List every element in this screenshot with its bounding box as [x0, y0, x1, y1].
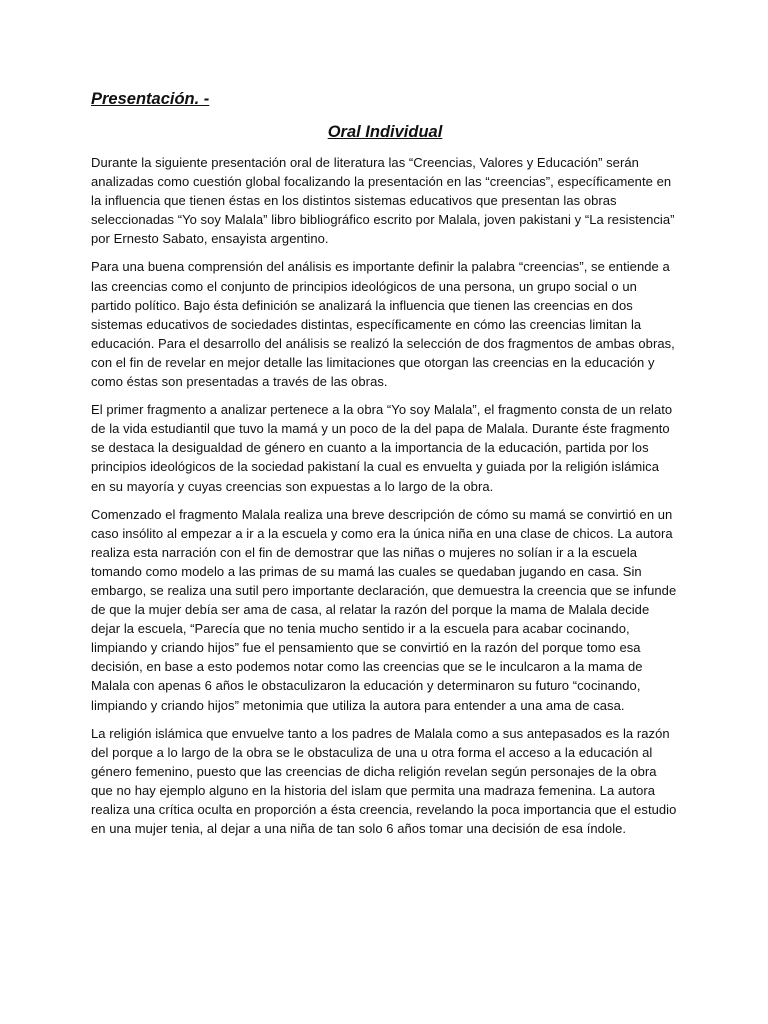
paragraph-first-fragment: El primer fragmento a analizar pertenece a la obra “Yo soy Malala”, el fragmento consta de un relato de la vida estudiantil que tuvo la mamá y un poco de la del papa de Malala. Durante éste fragmento se destaca la desigualdad de género en cuanto a la importancia de la educación, partida por los principios ideológicos de la sociedad pakistaní la cual es envuelta y guiada por la religión islámica en su mayoría y cuyas creencias son expuestas a lo largo de la obra. [91, 402, 673, 494]
document-page [91, 88, 677, 847]
paragraph-religion: La religión islámica que envuelve tanto a los padres de Malala como a sus antepasados es la razón del porque a lo largo de la obra se le obstaculiza de una u otra forma el acceso a la educación al género femenino, puesto que las creencias de dicha religión revelan según personajes de la obra que no hay ejemplo alguno en la historia del islam que permita una madraza femenina. La autora realiza una crítica oculta en proporción a ésta creencia, revelando la poca importancia que el estudio en una mujer tenia, al dejar a una niña de tan solo 6 años tomar una decisión de esa índole. [91, 725, 677, 837]
paragraph-introduction: Durante la siguiente presentación oral de literatura las “Creencias, Valores y Educación” serán analizadas como cuestión global focalizando la presentación en las “creencias”, específicamente en la influencia que tienen éstas en los distintos sistemas educativos que presentan las obras seleccionadas “Yo soy Malala” libro bibliográfico escrito por Malala, joven pakistani y “La resistencia” por Ernesto Sabato, ensayista argentino. [91, 155, 675, 247]
paragraph-mother-school: Comenzado el fragmento Malala realiza una breve descripción de cómo su mamá se convirtió en un caso insólito al empezar a ir a la escuela y como era la única niña en una clase de chicos. La autora realiza esta narración con el fin de demostrar que las niñas o mujeres no solían ir a la escuela tomando como modelo a las primas de su mamá las cuales se quedaban jugando en casa. Sin embargo, se realiza una sutil pero importante declaración, que demuestra la creencia que se infunde de que la mujer debía ser ama de casa, al relatar la razón del porque la mama de Malala decide dejar la escuela, “Parecía que no tenia mucho sentido ir a la escuela para acabar cocinando, limpiando y criando hijos” fue el pensamiento que se convirtió en la razón del porque tomo esa decisión, en base a esto podemos notar como las creencias que se le inculcaron a la mama de Malala con apenas 6 años le obstaculizaron la educación y determinaron su futuro “cocinando, limpiando y criando hijos” metonimia que utiliza la autora para entender a una ama de casa. [91, 506, 677, 713]
paragraph-definition: Para una buena comprensión del análisis es importante definir la palabra “creencias”, se entiende a las creencias como el conjunto de principios ideológicos de una persona, un grupo social o un partido político. Bajo ésta definición se analizará la influencia que tienen las creencias en dos sistemas educativos de sociedades distintas, específicamente en cómo las creencias limitan la educación. Para el desarrollo del análisis se realizó la selección de dos fragmentos de ambas obras, con el fin de revelar en mejor detalle las limitaciones que otorgan las creencias en la educación y como éstas son presentadas a través de las obras. [91, 259, 675, 390]
document-heading: Presentación. - [91, 90, 210, 108]
document-subtitle: Oral Individual [327, 123, 443, 141]
